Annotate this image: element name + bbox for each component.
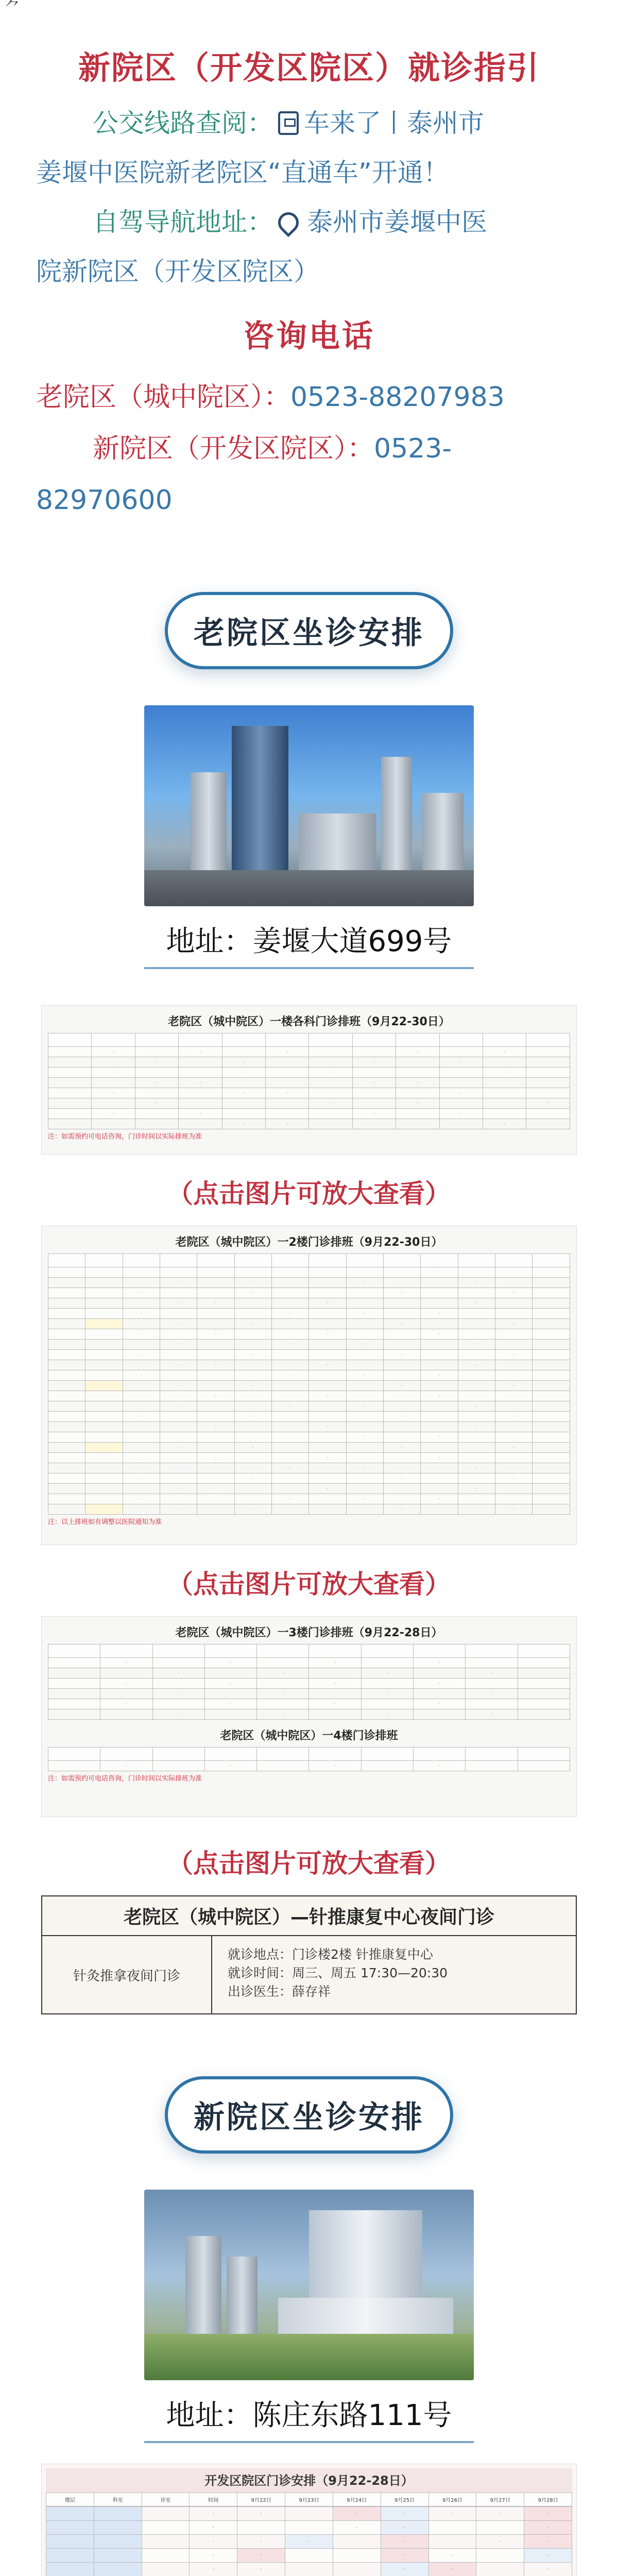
- old-phone-line: [0, 371, 618, 423]
- col-day-5: 9月26日: [428, 2493, 476, 2506]
- bus-line: [0, 98, 618, 148]
- col-dept: 科室: [94, 2493, 142, 2506]
- nav-label: 自驾导航地址：: [93, 207, 273, 237]
- old-floor2-grid: · · · · · · · · · · · · · · · · · · · · · · · · · · · · · · · · · · · · · · · · · · · · · · · · · · · · · · · · · · · · · · · · · · · · · · · · · · · · · · · · · · · · · · · · · · · · · · · ·: [48, 1253, 570, 1515]
- night-clinic-card: [41, 1895, 577, 2014]
- old-floor3-schedule-image[interactable]: [41, 1616, 577, 1817]
- bus-link-cont[interactable]: 姜堰中医院新老院区“直通车”开通！: [36, 158, 449, 188]
- consult-title: 咨询电话: [243, 318, 375, 354]
- click-hint-3: （点击图片可放大查看）: [167, 1849, 451, 1878]
- col-day-4: 9月25日: [381, 2493, 428, 2506]
- old-campus-pill: 老院区坐诊安排: [165, 592, 453, 669]
- old-floor4-sheet-title: 老院区（城中院区）一4楼门诊排班: [220, 1730, 398, 1742]
- location-pin-icon: [274, 208, 303, 238]
- new-campus-address: 地址：陈庄东路111号: [144, 2393, 474, 2443]
- old-phone-number[interactable]: 0523-88207983: [290, 382, 505, 413]
- old-floor1-schedule-image[interactable]: [41, 1005, 577, 1155]
- col-day-1: 9月22日: [237, 2493, 285, 2506]
- click-hint-2: （点击图片可放大查看）: [167, 1569, 451, 1599]
- col-day-7: 9月28日: [524, 2493, 572, 2506]
- old-floor2-schedule-image[interactable]: [41, 1226, 577, 1545]
- new-phone-label: 新院区（开发区院区）：: [93, 433, 374, 464]
- bus-app-icon: [278, 111, 299, 135]
- new-campus-grid-body: · · · · · · · · · · · · · · · · · · · · · · · · · · ·: [46, 2506, 572, 2576]
- new-phone-number-cont[interactable]: 82970600: [36, 485, 173, 516]
- nav-link-cont[interactable]: 院新院区（开发区院区）: [36, 257, 319, 286]
- old-floor1-sheet-title: 老院区（城中院区）一楼各科门诊排班（9月22-30日）: [168, 1015, 450, 1028]
- col-day-3: 9月24日: [333, 2493, 381, 2506]
- nav-line: [0, 197, 618, 247]
- old-phone-label: 老院区（城中院区）：: [36, 382, 291, 413]
- new-campus-sheet-title: 开发区院区门诊安排（9月22-28日）: [46, 2468, 572, 2493]
- night-clinic-dept: 针灸推拿夜间门诊: [42, 1936, 212, 2013]
- guide-title: 新院区（开发区院区）就诊指引: [78, 49, 540, 87]
- old-floor1-note: 注：如需预约可电话咨询，门诊时间以实际排班为准: [48, 1133, 202, 1141]
- bus-label: 公交线路查阅：: [93, 108, 273, 138]
- click-hint-1: （点击图片可放大查看）: [167, 1179, 451, 1209]
- old-floor4-grid: · · · ·: [48, 1747, 570, 1771]
- new-phone-line: [0, 423, 618, 474]
- partial-glyph-icon: ⺈: [5, 0, 20, 15]
- old-floor2-sheet-title: 老院区（城中院区）一2楼门诊排班（9月22-30日）: [175, 1236, 443, 1249]
- new-campus-photo: [144, 2190, 474, 2380]
- new-campus-schedule-image[interactable]: [41, 2464, 577, 2576]
- night-clinic-time: 就诊时间：周三、周五 17:30—20:30: [228, 1965, 448, 1980]
- nav-link[interactable]: 泰州市姜堰中医: [307, 207, 487, 237]
- col-time: 时间: [190, 2493, 237, 2506]
- night-clinic-doctor: 出诊医生：薛存祥: [228, 1984, 331, 1999]
- new-phone-number[interactable]: 0523-: [374, 433, 452, 464]
- old-floor3-grid: · · · · · · · · · · · · · · · · · · · · · · · ·: [48, 1644, 570, 1720]
- old-floor1-grid: · · · · · · · · · · · · · · · · · · · · · · · · · · · · · · · ·: [48, 1033, 570, 1129]
- old-floor2-note: 注：以上排班如有调整以医院通知为准: [48, 1518, 162, 1526]
- bus-link[interactable]: 车来了丨泰州市: [304, 108, 484, 138]
- old-floor3-note: 注：如需预约可电话咨询，门诊时间以实际排班为准: [48, 1775, 202, 1783]
- col-day-2: 9月23日: [285, 2493, 333, 2506]
- top-strip: [0, 0, 618, 15]
- old-campus-photo: [144, 705, 474, 906]
- night-clinic-title: 老院区（城中院区）—针推康复中心夜间门诊: [42, 1896, 576, 1936]
- old-floor3-sheet-title: 老院区（城中院区）一3楼门诊排班（9月22-28日）: [175, 1626, 443, 1639]
- col-room: 诊室: [142, 2493, 190, 2506]
- new-campus-pill: 新院区坐诊安排: [165, 2076, 453, 2154]
- new-campus-grid: [46, 2493, 572, 2506]
- col-floor: 楼层: [46, 2493, 94, 2506]
- night-clinic-location: 就诊地点：门诊楼2楼 针推康复中心: [228, 1947, 433, 1962]
- old-campus-address: 地址：姜堰大道699号: [144, 919, 474, 969]
- col-day-6: 9月27日: [476, 2493, 524, 2506]
